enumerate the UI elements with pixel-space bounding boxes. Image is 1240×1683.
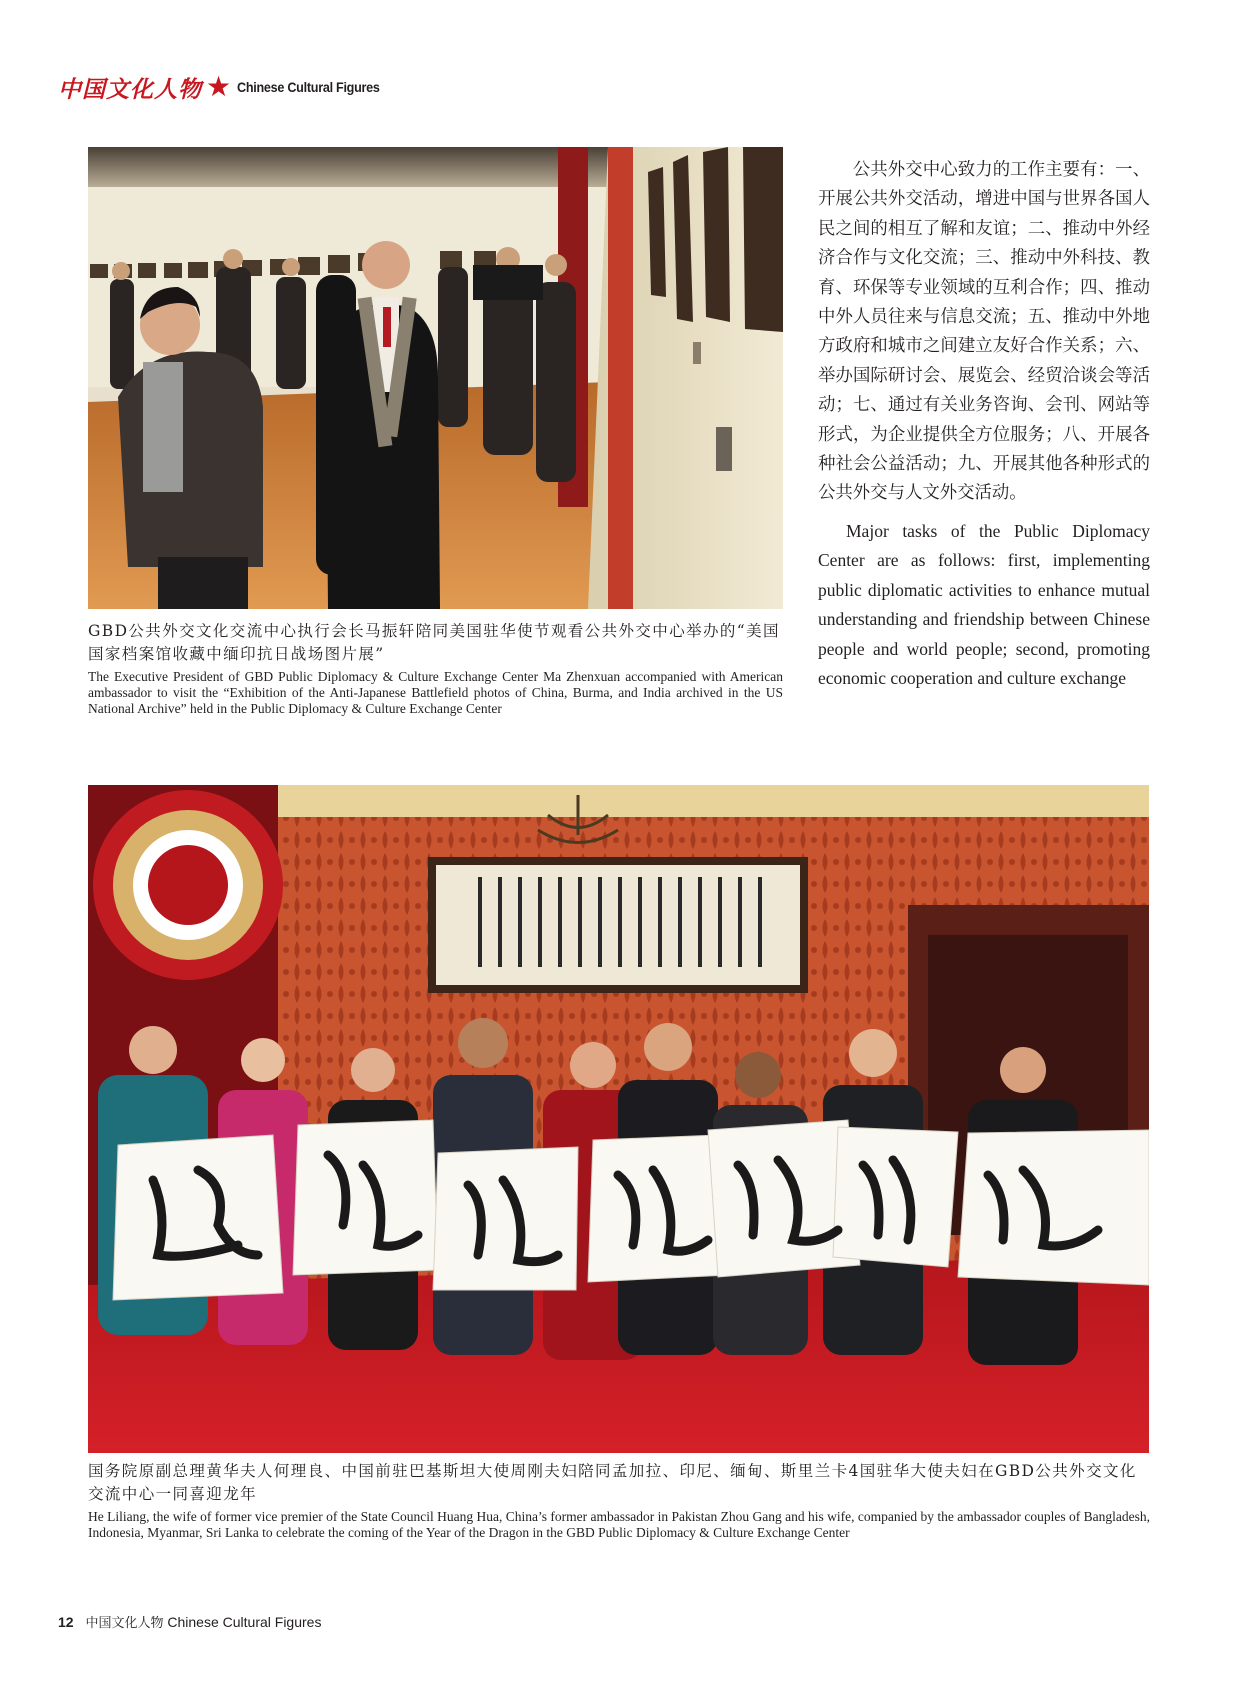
photo-exhibition (88, 147, 783, 609)
caption-bottom-en: He Liliang, the wife of former vice premier of the State Council Huang Hua, China’s former ambassador in Pakistan Zhou Gang and his wife, companied by the ambassador couples of Bangladesh, Indonesia, Myanmar, Sri Lanka to celebrate the coming of the Year of the Dragon in the GBD Public Diplomacy & Culture Exchange Center (88, 1509, 1150, 1540)
article-column (818, 156, 1150, 693)
caption-bottom-zh: 国务院原副总理黄华夫人何理良、中国前驻巴基斯坦大使周刚夫妇陪同孟加拉、印尼、缅甸、斯里兰卡4国驻华大使夫妇在GBD公共外交文化交流中心一同喜迎龙年 (88, 1462, 1137, 1503)
caption-bottom (88, 1460, 1150, 1541)
red-star-icon: ★ (206, 70, 232, 103)
page-number: 12 (58, 1614, 74, 1630)
masthead-title-zh: 中国文化人物 (58, 75, 202, 103)
footer-title-zh: 中国文化人物 (85, 1616, 164, 1631)
masthead-title-en: Chinese Cultural Figures (237, 79, 380, 95)
article-body-en: Major tasks of the Public Diplomacy Center are as follows: first, implementing public diplomatic activities to enhance mutual understanding and friendship between Chinese people and world people; second, promoting economic cooperation and culture exchange (818, 520, 1150, 688)
caption-top (88, 620, 783, 717)
caption-top-en: The Executive President of GBD Public Diplomacy & Culture Exchange Center Ma Zhenxuan accompanied with American ambassador to visit the “Exhibition of the Anti-Japanese Battlefield photos of China, Burma, and India archived in the US National Archive” held in the Public Diplomacy & Culture Exchange Center (88, 669, 783, 716)
article-body-zh: 公共外交中心致力的工作主要有：一、开展公共外交活动，增进中国与世界各国人民之间的相互了解和友谊；二、推动中外经济合作与文化交流；三、推动中外科技、教育、环保等专业领域的互利合作；四、推动中外人员往来与信息交流；五、推动中外地方政府和城市之间建立友好合作关系；六、举办国际研讨会、展览会、经贸洽谈会等活动；七、通过有关业务咨询、会刊、网站等形式，为企业提供全方位服务；八、开展各种社会公益活动；九、开展其他各种形式的公共外交与人文外交活动。 (818, 160, 1150, 504)
masthead (58, 70, 396, 104)
page-footer (58, 1612, 321, 1631)
footer-title-en: Chinese Cultural Figures (167, 1614, 322, 1630)
photo-dragon-calligraphy (88, 785, 1149, 1453)
caption-top-zh: GBD公共外交文化交流中心执行会长马振轩陪同美国驻华使节观看公共外交中心举办的“美国国家档案馆收藏中缅印抗日战场图片展” (88, 622, 780, 663)
